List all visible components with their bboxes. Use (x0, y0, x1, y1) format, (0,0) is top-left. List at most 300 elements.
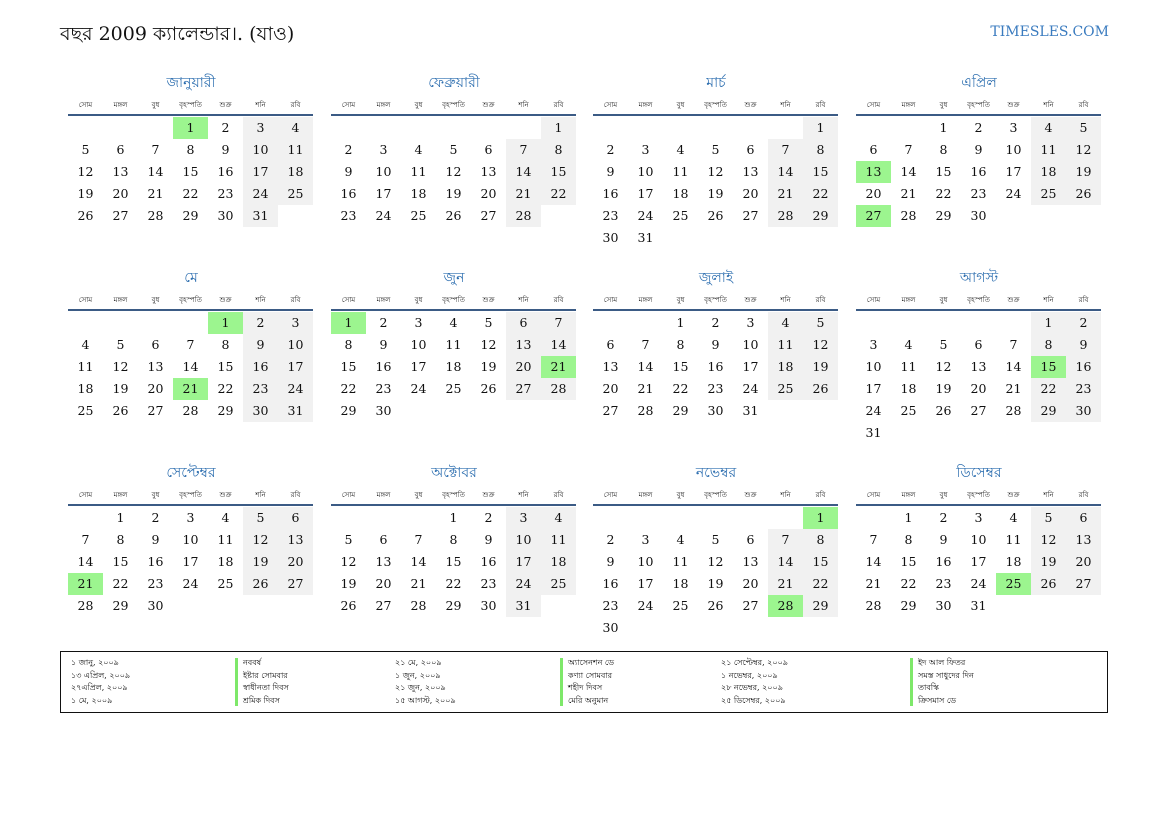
day-cell: 30 (217, 208, 234, 223)
holiday-day-cell: 25 (996, 573, 1031, 595)
day-cell: 12 (707, 554, 724, 569)
day-cell: 8 (1031, 334, 1066, 356)
holiday-day-cell: 21 (68, 573, 103, 595)
month-name: অক্টোবর (431, 465, 477, 481)
day-cell: 4 (676, 142, 685, 157)
legend-dates (71, 657, 130, 707)
legend-holiday-name: কণ্যা সোমবার (568, 670, 613, 680)
day-cell: 11 (1005, 532, 1022, 547)
weekday-label: বুধ (939, 296, 948, 304)
day-cell: 4 (541, 507, 576, 529)
day-grid (856, 507, 1102, 617)
day-cell: 20 (742, 576, 759, 591)
day-cell: 17 (182, 554, 199, 569)
weekday-label: বৃহস্পতি (179, 296, 202, 304)
day-cell: 14 (637, 359, 654, 374)
day-cell: 16 (602, 576, 619, 591)
empty-cell (628, 507, 663, 529)
header-rule (856, 504, 1101, 506)
day-cell: 7 (768, 529, 803, 551)
empty-cell (1066, 422, 1101, 444)
day-cell: 30 (1066, 400, 1101, 422)
weekday-label: শুক্র (219, 101, 232, 109)
day-cell: 4 (1009, 510, 1018, 525)
legend-marker (235, 658, 238, 706)
day-cell: 4 (81, 337, 90, 352)
day-cell: 8 (939, 142, 948, 157)
weekday-label: শনি (518, 101, 529, 109)
weekday-label: সোম (603, 101, 618, 109)
day-cell: 21 (768, 183, 803, 205)
holiday-day-cell: 13 (856, 161, 891, 183)
day-cell: 13 (1066, 529, 1101, 551)
site-link[interactable]: TIMESLES.COM (990, 24, 1109, 40)
weekday-label: শুক্র (744, 296, 757, 304)
legend-holiday-name: স্বাধীনতা দিবস (243, 683, 289, 692)
weekday-label: শনি (1043, 296, 1054, 304)
day-cell: 20 (506, 356, 541, 378)
day-grid (331, 312, 577, 422)
day-cell: 1 (939, 120, 948, 135)
day-cell: 7 (904, 142, 913, 157)
day-cell: 20 (112, 186, 129, 201)
empty-cell (996, 205, 1031, 227)
weekday-label: মঙ্গল (638, 101, 653, 109)
day-cell: 21 (147, 186, 164, 201)
weekday-label: শুক্র (219, 491, 232, 499)
legend-holiday-name: সমস্ত সাধুদের দিন (918, 670, 974, 680)
day-cell: 13 (742, 554, 759, 569)
day-cell: 3 (746, 315, 755, 330)
day-cell: 25 (445, 381, 462, 396)
day-cell: 2 (344, 142, 353, 157)
day-cell: 14 (182, 359, 199, 374)
day-cell: 16 (243, 356, 278, 378)
empty-cell (698, 507, 733, 529)
weekday-label: রবি (1078, 491, 1089, 499)
day-cell: 17 (865, 381, 882, 396)
empty-cell (138, 117, 173, 139)
weekday-label: রবি (1078, 296, 1089, 304)
weekday-label: শুক্র (1007, 296, 1020, 304)
month-name: জানুয়ারী (166, 75, 216, 91)
day-cell: 13 (375, 554, 392, 569)
empty-cell (401, 117, 436, 139)
day-cell: 25 (410, 208, 427, 223)
weekday-label: শনি (518, 491, 529, 499)
day-cell: 8 (676, 337, 685, 352)
month-block (331, 73, 577, 227)
empty-cell (173, 595, 208, 617)
legend-holiday-name: নববর্ষ (243, 658, 262, 667)
empty-cell (996, 312, 1031, 334)
day-cell: 31 (278, 400, 313, 422)
day-cell: 6 (746, 142, 755, 157)
weekday-label: সোম (866, 491, 881, 499)
day-cell: 26 (707, 598, 724, 613)
empty-cell (663, 227, 698, 249)
header-rule (856, 309, 1101, 311)
day-cell: 23 (707, 381, 724, 396)
empty-cell (103, 117, 138, 139)
empty-cell (926, 312, 961, 334)
weekday-label: বৃহস্পতি (442, 491, 465, 499)
day-cell: 8 (221, 337, 230, 352)
legend-date: ২১ জুন, ২০০৯ (395, 683, 446, 692)
day-cell: 7 (506, 139, 541, 161)
day-cell: 10 (375, 164, 392, 179)
day-cell: 14 (768, 551, 803, 573)
empty-cell (593, 117, 628, 139)
day-cell: 7 (81, 532, 90, 547)
day-cell: 11 (217, 532, 234, 547)
empty-cell (593, 507, 628, 529)
legend-holiday-name: ইদ আল ফিতর (918, 658, 966, 667)
empty-cell (768, 227, 803, 249)
month-block (593, 73, 839, 249)
page-title: বছর 2009 ক্যালেন্ডার।. (যাও) (60, 23, 295, 45)
day-cell: 1 (541, 117, 576, 139)
day-cell: 8 (116, 532, 125, 547)
day-cell: 4 (278, 117, 313, 139)
day-cell: 23 (935, 576, 952, 591)
legend-names (243, 657, 289, 707)
day-cell: 24 (742, 381, 759, 396)
day-cell: 26 (935, 403, 952, 418)
weekday-label: মঙ্গল (901, 491, 916, 499)
day-cell: 18 (77, 381, 94, 396)
empty-cell (698, 617, 733, 639)
weekday-label: সোম (866, 296, 881, 304)
day-cell: 16 (602, 186, 619, 201)
weekday-label: শনি (255, 491, 266, 499)
day-cell: 23 (970, 186, 987, 201)
day-cell: 15 (445, 554, 462, 569)
day-cell: 29 (900, 598, 917, 613)
day-cell: 9 (1066, 334, 1101, 356)
weekday-label: বুধ (676, 101, 685, 109)
empty-cell (768, 617, 803, 639)
day-cell: 10 (637, 554, 654, 569)
day-cell: 9 (606, 554, 615, 569)
legend-date: ১ জুন, ২০০৯ (395, 670, 441, 680)
day-cell: 15 (217, 359, 234, 374)
empty-cell (436, 400, 471, 422)
day-cell: 22 (672, 381, 689, 396)
month-block (68, 73, 314, 227)
header-rule (593, 114, 838, 116)
legend-date: ২১ মে, ২০০৯ (395, 658, 442, 667)
weekday-header (593, 294, 839, 306)
day-cell: 27 (970, 403, 987, 418)
day-cell: 26 (77, 208, 94, 223)
weekday-label: বুধ (414, 491, 423, 499)
weekday-label: শুক্র (482, 101, 495, 109)
weekday-label: সোম (341, 101, 356, 109)
day-cell: 5 (484, 315, 493, 330)
day-cell: 23 (1066, 378, 1101, 400)
day-cell: 6 (974, 337, 983, 352)
day-cell: 30 (602, 620, 619, 635)
day-cell: 29 (182, 208, 199, 223)
empty-cell (663, 117, 698, 139)
day-cell: 20 (480, 186, 497, 201)
weekday-label: মঙ্গল (901, 101, 916, 109)
empty-cell (541, 205, 576, 227)
legend-names (568, 657, 614, 707)
day-cell: 28 (865, 598, 882, 613)
day-cell: 22 (182, 186, 199, 201)
holiday-day-cell: 27 (856, 205, 891, 227)
day-cell: 11 (77, 359, 94, 374)
weekday-label: বৃহস্পতি (967, 296, 990, 304)
day-cell: 22 (541, 183, 576, 205)
weekday-label: মঙ্গল (901, 296, 916, 304)
day-cell: 14 (77, 554, 94, 569)
weekday-label: রবি (553, 296, 564, 304)
month-block (68, 268, 314, 422)
weekday-label: বুধ (939, 101, 948, 109)
empty-cell (733, 617, 768, 639)
header-rule (68, 309, 313, 311)
day-cell: 17 (742, 359, 759, 374)
header-rule (68, 504, 313, 506)
empty-cell (803, 400, 838, 422)
day-cell: 22 (803, 573, 838, 595)
header-rule (593, 504, 838, 506)
day-grid (331, 117, 577, 227)
weekday-label: সোম (866, 101, 881, 109)
weekday-label: শুক্র (482, 491, 495, 499)
day-cell: 23 (602, 208, 619, 223)
weekday-label: বুধ (414, 296, 423, 304)
empty-cell (401, 400, 436, 422)
day-cell: 25 (217, 576, 234, 591)
day-grid (331, 507, 577, 617)
weekday-label: মঙ্গল (113, 491, 128, 499)
day-cell: 6 (869, 142, 878, 157)
day-cell: 21 (410, 576, 427, 591)
day-cell: 18 (768, 356, 803, 378)
day-cell: 27 (480, 208, 497, 223)
day-cell: 29 (803, 595, 838, 617)
day-cell: 18 (278, 161, 313, 183)
empty-cell (173, 312, 208, 334)
month-name: আগস্ট (959, 270, 999, 286)
empty-cell (68, 117, 103, 139)
day-cell: 21 (768, 573, 803, 595)
day-cell: 25 (541, 573, 576, 595)
day-cell: 7 (869, 532, 878, 547)
holiday-day-cell: 1 (331, 312, 366, 334)
weekday-label: রবি (290, 296, 301, 304)
day-cell: 11 (445, 337, 462, 352)
weekday-label: রবি (290, 491, 301, 499)
weekday-label: বুধ (414, 101, 423, 109)
day-cell: 24 (182, 576, 199, 591)
weekday-label: সোম (341, 296, 356, 304)
day-cell: 27 (742, 598, 759, 613)
day-cell: 9 (243, 334, 278, 356)
day-cell: 23 (147, 576, 164, 591)
weekday-header (593, 99, 839, 111)
day-cell: 10 (1005, 142, 1022, 157)
day-cell: 16 (147, 554, 164, 569)
day-cell: 9 (379, 337, 388, 352)
day-cell: 14 (410, 554, 427, 569)
day-cell: 1 (1031, 312, 1066, 334)
day-cell: 20 (865, 186, 882, 201)
day-cell: 8 (803, 529, 838, 551)
holiday-day-cell: 15 (1031, 356, 1066, 378)
day-cell: 1 (449, 510, 458, 525)
day-cell: 6 (484, 142, 493, 157)
day-cell: 23 (217, 186, 234, 201)
day-cell: 28 (1005, 403, 1022, 418)
empty-cell (663, 617, 698, 639)
empty-cell (768, 507, 803, 529)
day-cell: 15 (112, 554, 129, 569)
day-grid (68, 507, 314, 617)
day-cell: 24 (243, 183, 278, 205)
weekday-label: শনি (780, 491, 791, 499)
day-cell: 6 (278, 507, 313, 529)
day-cell: 28 (77, 598, 94, 613)
header-rule (856, 114, 1101, 116)
weekday-header (331, 489, 577, 501)
day-cell: 17 (375, 186, 392, 201)
day-cell: 10 (182, 532, 199, 547)
legend-dates (721, 657, 788, 707)
day-cell: 29 (217, 403, 234, 418)
weekday-label: মঙ্গল (113, 296, 128, 304)
weekday-header (68, 99, 314, 111)
day-cell: 4 (414, 142, 423, 157)
day-cell: 5 (243, 507, 278, 529)
day-cell: 6 (606, 337, 615, 352)
day-cell: 26 (707, 208, 724, 223)
day-cell: 17 (637, 186, 654, 201)
day-cell: 5 (344, 532, 353, 547)
empty-cell (628, 312, 663, 334)
weekday-header (856, 489, 1102, 501)
day-cell: 27 (602, 403, 619, 418)
weekday-label: শুক্র (219, 296, 232, 304)
empty-cell (803, 617, 838, 639)
day-cell: 15 (900, 554, 917, 569)
day-cell: 18 (445, 359, 462, 374)
day-cell: 11 (672, 554, 689, 569)
legend-date: ১৫ আগস্ট, ২০০৯ (395, 695, 456, 705)
holiday-day-cell: 1 (803, 507, 838, 529)
empty-cell (856, 312, 891, 334)
day-cell: 3 (243, 117, 278, 139)
empty-cell (1031, 422, 1066, 444)
day-cell: 8 (904, 532, 913, 547)
day-cell: 19 (1066, 161, 1101, 183)
empty-cell (733, 227, 768, 249)
day-cell: 26 (445, 208, 462, 223)
day-cell: 7 (186, 337, 195, 352)
day-cell: 16 (375, 359, 392, 374)
month-block (331, 268, 577, 422)
weekday-label: বৃহস্পতি (442, 296, 465, 304)
day-cell: 13 (602, 359, 619, 374)
day-cell: 14 (506, 161, 541, 183)
month-name: ফেব্রুয়ারী (428, 75, 480, 91)
day-cell: 17 (506, 551, 541, 573)
month-name: মে (184, 270, 198, 286)
legend-holiday-name: ইষ্টার সোমবার (243, 670, 288, 680)
day-cell: 17 (637, 576, 654, 591)
empty-cell (891, 312, 926, 334)
day-cell: 20 (147, 381, 164, 396)
day-cell: 18 (900, 381, 917, 396)
day-cell: 24 (970, 576, 987, 591)
weekday-label: বুধ (151, 491, 160, 499)
weekday-label: মঙ্গল (376, 296, 391, 304)
day-cell: 13 (480, 164, 497, 179)
day-cell: 23 (243, 378, 278, 400)
weekday-label: বৃহস্পতি (442, 101, 465, 109)
day-cell: 13 (147, 359, 164, 374)
day-cell: 7 (151, 142, 160, 157)
empty-cell (471, 117, 506, 139)
empty-cell (856, 117, 891, 139)
empty-cell (68, 507, 103, 529)
empty-cell (891, 117, 926, 139)
empty-cell (1031, 205, 1066, 227)
month-name: এপ্রিল (961, 75, 997, 91)
day-cell: 20 (742, 186, 759, 201)
day-cell: 26 (1031, 573, 1066, 595)
day-cell: 14 (541, 334, 576, 356)
day-cell: 5 (449, 142, 458, 157)
header-rule (331, 309, 576, 311)
day-cell: 27 (1066, 573, 1101, 595)
day-cell: 11 (1031, 139, 1066, 161)
day-cell: 12 (935, 359, 952, 374)
legend-holiday-name: তাবস্কি (918, 683, 939, 692)
weekday-label: বৃহস্পতি (704, 296, 727, 304)
day-cell: 19 (243, 551, 278, 573)
day-cell: 26 (243, 573, 278, 595)
day-cell: 16 (217, 164, 234, 179)
empty-cell (733, 117, 768, 139)
empty-cell (103, 312, 138, 334)
day-cell: 16 (707, 359, 724, 374)
day-cell: 9 (939, 532, 948, 547)
empty-cell (628, 117, 663, 139)
weekday-label: সোম (341, 491, 356, 499)
weekday-label: শুক্র (1007, 491, 1020, 499)
day-cell: 6 (379, 532, 388, 547)
legend-holiday-name: শহীদ দিবস (568, 683, 603, 692)
weekday-label: শুক্র (1007, 101, 1020, 109)
day-grid (68, 312, 314, 422)
day-cell: 4 (904, 337, 913, 352)
day-cell: 12 (445, 164, 462, 179)
weekday-label: বৃহস্পতি (179, 491, 202, 499)
day-cell: 12 (340, 554, 357, 569)
weekday-label: বুধ (676, 296, 685, 304)
day-cell: 22 (340, 381, 357, 396)
day-cell: 28 (182, 403, 199, 418)
day-cell: 9 (221, 142, 230, 157)
weekday-label: শনি (518, 296, 529, 304)
day-cell: 12 (1066, 139, 1101, 161)
day-cell: 15 (672, 359, 689, 374)
